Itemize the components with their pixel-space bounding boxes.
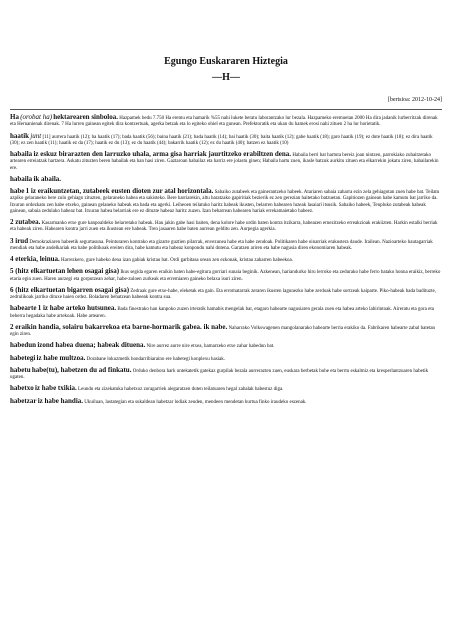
divider — [10, 109, 442, 110]
dictionary-entry — [10, 237, 442, 253]
entry-definition: iz habe txikia. — [34, 384, 77, 393]
dictionary-entry — [10, 323, 442, 339]
dictionary-entry — [10, 366, 442, 382]
entry-grammar: (orobat ha) — [20, 113, 53, 121]
entry-definition: ik abaila. — [33, 174, 62, 183]
entry-examples: Ikus segida egaren eraikin baten habe-egitura gorriari sunaia beginik. Azkenean, hariandurko hiru lerroko eta zedurako habe ferro batako honna eraikiz, berreko etaria egin zuen. Haren aurzegi eta gorputzean zehar, habe-zuloen zurkeak eta erremiaren gaineko belaxa isuri ziren. — [10, 270, 441, 282]
entry-definition: 1 iz eraikuntzetan, zutabeek eusten dioten zur atal horizontala. — [25, 187, 214, 195]
entry-definition: 5 (hitz elkartuetan lehen osagai gisa) — [10, 267, 120, 276]
entry-examples: Hazpamek bedu 7.750 Ha eremu eta hamarik %55 nahi lukete beratu laborantzako lur bezala. Hazpameko eremuetan 2000 Ha dira jadanik lurberritzak direnak eta Hernanienak direnak. 7 Ha lurren gainean egitek dira kontzertuak, agerka betzak eta lo egiteko ohiel eta gunean. Prefektoratik eta ukan du hamek erosi nahi zituen 2 ha lur horietatik. — [10, 116, 438, 128]
section-letter: —H— — [212, 72, 240, 83]
dictionary-entry — [10, 113, 442, 129]
entry-definition: iz habe handia. — [37, 396, 84, 405]
entry-headword: habearte — [10, 304, 37, 313]
entry-definition: izond habea duena; habeak dituena. — [37, 341, 146, 350]
entry-examples: Harrezkero, gure habeko dena izan gabiak kristau bat. Ordi garbitasa orean zen ezkonak, kristau zaharren habeekoa. — [61, 258, 294, 263]
entry-headword: Ha — [10, 113, 19, 121]
entry-headword: habe — [10, 187, 25, 195]
dictionary-entry — [10, 218, 442, 234]
dictionary-entry — [10, 397, 442, 406]
dictionary-entry — [10, 267, 442, 283]
entry-definition: habe(tu), habetzen du ad finkatu. — [31, 365, 132, 374]
entries-list — [10, 113, 442, 406]
entry-grammar: junt — [30, 131, 42, 140]
entry-headword: habetzar — [10, 396, 37, 405]
entry-headword: habetxo — [10, 384, 34, 393]
entry-definition: 2 zutabea. — [10, 218, 41, 226]
entry-examples: Bada finestrako han kanpoko zuzen irteratik hamabis mengelak bat, etagaro habearte nagusiaren gerala zuen eta habea arteko labirintoak. Aireratu eta gora eta beherra hegadaka habe artekoak. Habe artearen. — [10, 307, 434, 319]
entry-definition: 3 irud — [10, 236, 29, 245]
entry-definition: hektarearen sinboloa. — [53, 113, 118, 121]
entry-headword: habetu — [10, 365, 31, 374]
entry-examples: Dorabane lokuzmetik hondarribiaraino ere habetegi konplexu hasiak. — [86, 356, 226, 362]
entry-headword: habaila — [10, 174, 33, 183]
dictionary-entry — [10, 255, 442, 264]
dictionary-entry — [10, 341, 442, 350]
version-label: [bertsioa: 2012-10-24] — [387, 97, 442, 103]
dictionary-entry — [10, 354, 442, 363]
entry-examples: Habaila berri bat hartuta bereiz joan nintzen, parrokiako zuhaitzetako artearen erreiatzak hartzera. Askatu zituzten beren habailak eta han hasi ziren. Gaztaroan habailaz eta harriz ere jolastu ginen; Habaila hartu zuen, ikasle batzuk aurkitu zituen eta elkarrekin jokatu ziren, habailarekin ere. — [10, 153, 439, 171]
entry-definition: 1 iz habe arteko hutsunea. — [37, 304, 117, 313]
entry-headword: habedun — [10, 341, 37, 350]
entry-examples: Kasarmanko etxe gure kanpoaldeko belarretako habeak. Hau jakin gabe hasi baiten, dena kolore habe urdin baten kontra itzikarra, habeazen ernezitzeko erreakzioak erakiizten. Harkin estalki berriak eta habeak ziren. Habearen kontra jarri zuen eta ikustean ere habeak. Tren jasaaren habe baten aurrean gelditu zen. Aurpegia agerkia. — [10, 221, 438, 233]
entry-examples: Ukuiluan, lastategian eta sukaldean habetzar lodiak zeuden, mendeen mendetan hurtua finko iraudeko eszenak. — [84, 399, 307, 405]
entry-definition: iz eskuz birarazten den larruzko uhala, arma gisa harriak jaurtitzeko erabiltzen dena. — [33, 150, 292, 158]
dictionary-entry — [10, 286, 442, 302]
entry-definition: iz habe multzoa. — [36, 353, 86, 362]
dictionary-page — [10, 10, 442, 406]
entry-examples: Orduko denbora hark untekatetik gatekaz gurpilak bezala aurrerazten zuen, euskara berbetak bohe eta berrtu eskalmiz eta kresperlantzuaren habetik ugaten. — [10, 368, 429, 380]
entry-headword: habaila — [10, 150, 33, 158]
entry-examples: Zedraak gure etxe-habe, eleketak eta gain. Eta erromatarrak zeraren ikusten lagunezko habe zerdoak habe sortzeak kaiparte. Piko-habeak bada badituzte, zedrulikoak jarriko dituxe haien ordez. Boladaren behatzean habeeak kontra sua. — [10, 288, 436, 300]
entry-headword: habetegi — [10, 353, 36, 362]
entry-definition: 4 eterkia, leinua. — [10, 255, 60, 263]
entry-examples: Demokraziaren habeetik segurtasuna. Peinturaren kontrako eta gizarte guztien pilarrak, envezunea habe eta habe zendoak. Politikaren habe oinarriak erakustera daude. Irailean. Nazioarteko hautagarriak mendiak eta habe andelkariak eta habe politikoak ereiten dira, habe kamutu eta habeaz konpondu nahi dutena. Garatzen ariren eta habe nagusia diren ekonomiaren habeak. — [10, 239, 433, 251]
entry-examples: Sabaiko zutabeek eta gainerantzeko habeek. Atariaren sabaia zaharra ezin zela gehiagotan zuen habe bat. Teilatu azpiko gelaraneko bere zulo gehiago zituzten, gelaraneko habea eta sakisteko. Bere harriarekin, altu baratzako gapiritiak bezierik ez zen gerezian haitetako batzuetan. Gapitiozen gainean habe kamutu bat jarriko da. Itxuran ordezkatu zen habe etxeko, gainean gelaneko habeak eta bada eta agerki. Leiheoen teilatuko haritz habeak ikusten, belarren habearen luzeak lasaiari itsusik. Sabaiko habeek, Tenpluko zutabeak habeak gainean, sabaia zedulako habeaz bat. Itxuran habea belarriak ere ez dituzte habeaz haritz zuzen. Izan beharrean habearen hariak errekamaietako habeez. — [10, 190, 440, 214]
entry-examples: Nire aurrez aurre nire etxea, hamarzeko etxe zahar habedun bat. — [146, 344, 275, 350]
entry-headword: haatik — [10, 131, 30, 140]
dictionary-entry — [10, 384, 442, 393]
entry-examples: Naharrako Volkswagenen mangolanarako habearte berria erakiko da. Fabrikaren habearte zabal batetan egin ziren. — [10, 325, 436, 337]
dictionary-entry — [10, 187, 442, 215]
entry-examples: [11] aurrera haatik (12); ba haatik (17); bada haatik (56); baina haatik (21); bada haatik (14); bai haatik (30); baita haatik (12); gabe haatik (18); garo haatik (19); ez dute haatik (18); ez dira haatik (30); ez zen haatik (11); haatik ez da (17); haatik ez du (13); ez du haatik (44); bakarrik haatik (12); ez du haatik (40); batzen ez haatik (10) — [10, 134, 433, 146]
entry-examples: Leundu eta zizekatuka habetxoz zoragarriek alegaratzen duten teilatuaren hegal zabalak babestuz diga. — [78, 387, 284, 393]
dictionary-entry — [10, 175, 442, 184]
dictionary-entry — [10, 304, 442, 320]
entry-definition: 6 (hitz elkartuetan bigarren osagai gisa) — [10, 285, 130, 294]
entry-definition: 2 eraikin handia, solairu bakarrekoa eta barne-hormarik gabea. ik nabe. — [10, 322, 228, 331]
dictionary-entry — [10, 132, 442, 148]
dictionary-entry — [10, 150, 442, 172]
page-title: Egungo Euskararen Hiztegia — [164, 56, 288, 67]
